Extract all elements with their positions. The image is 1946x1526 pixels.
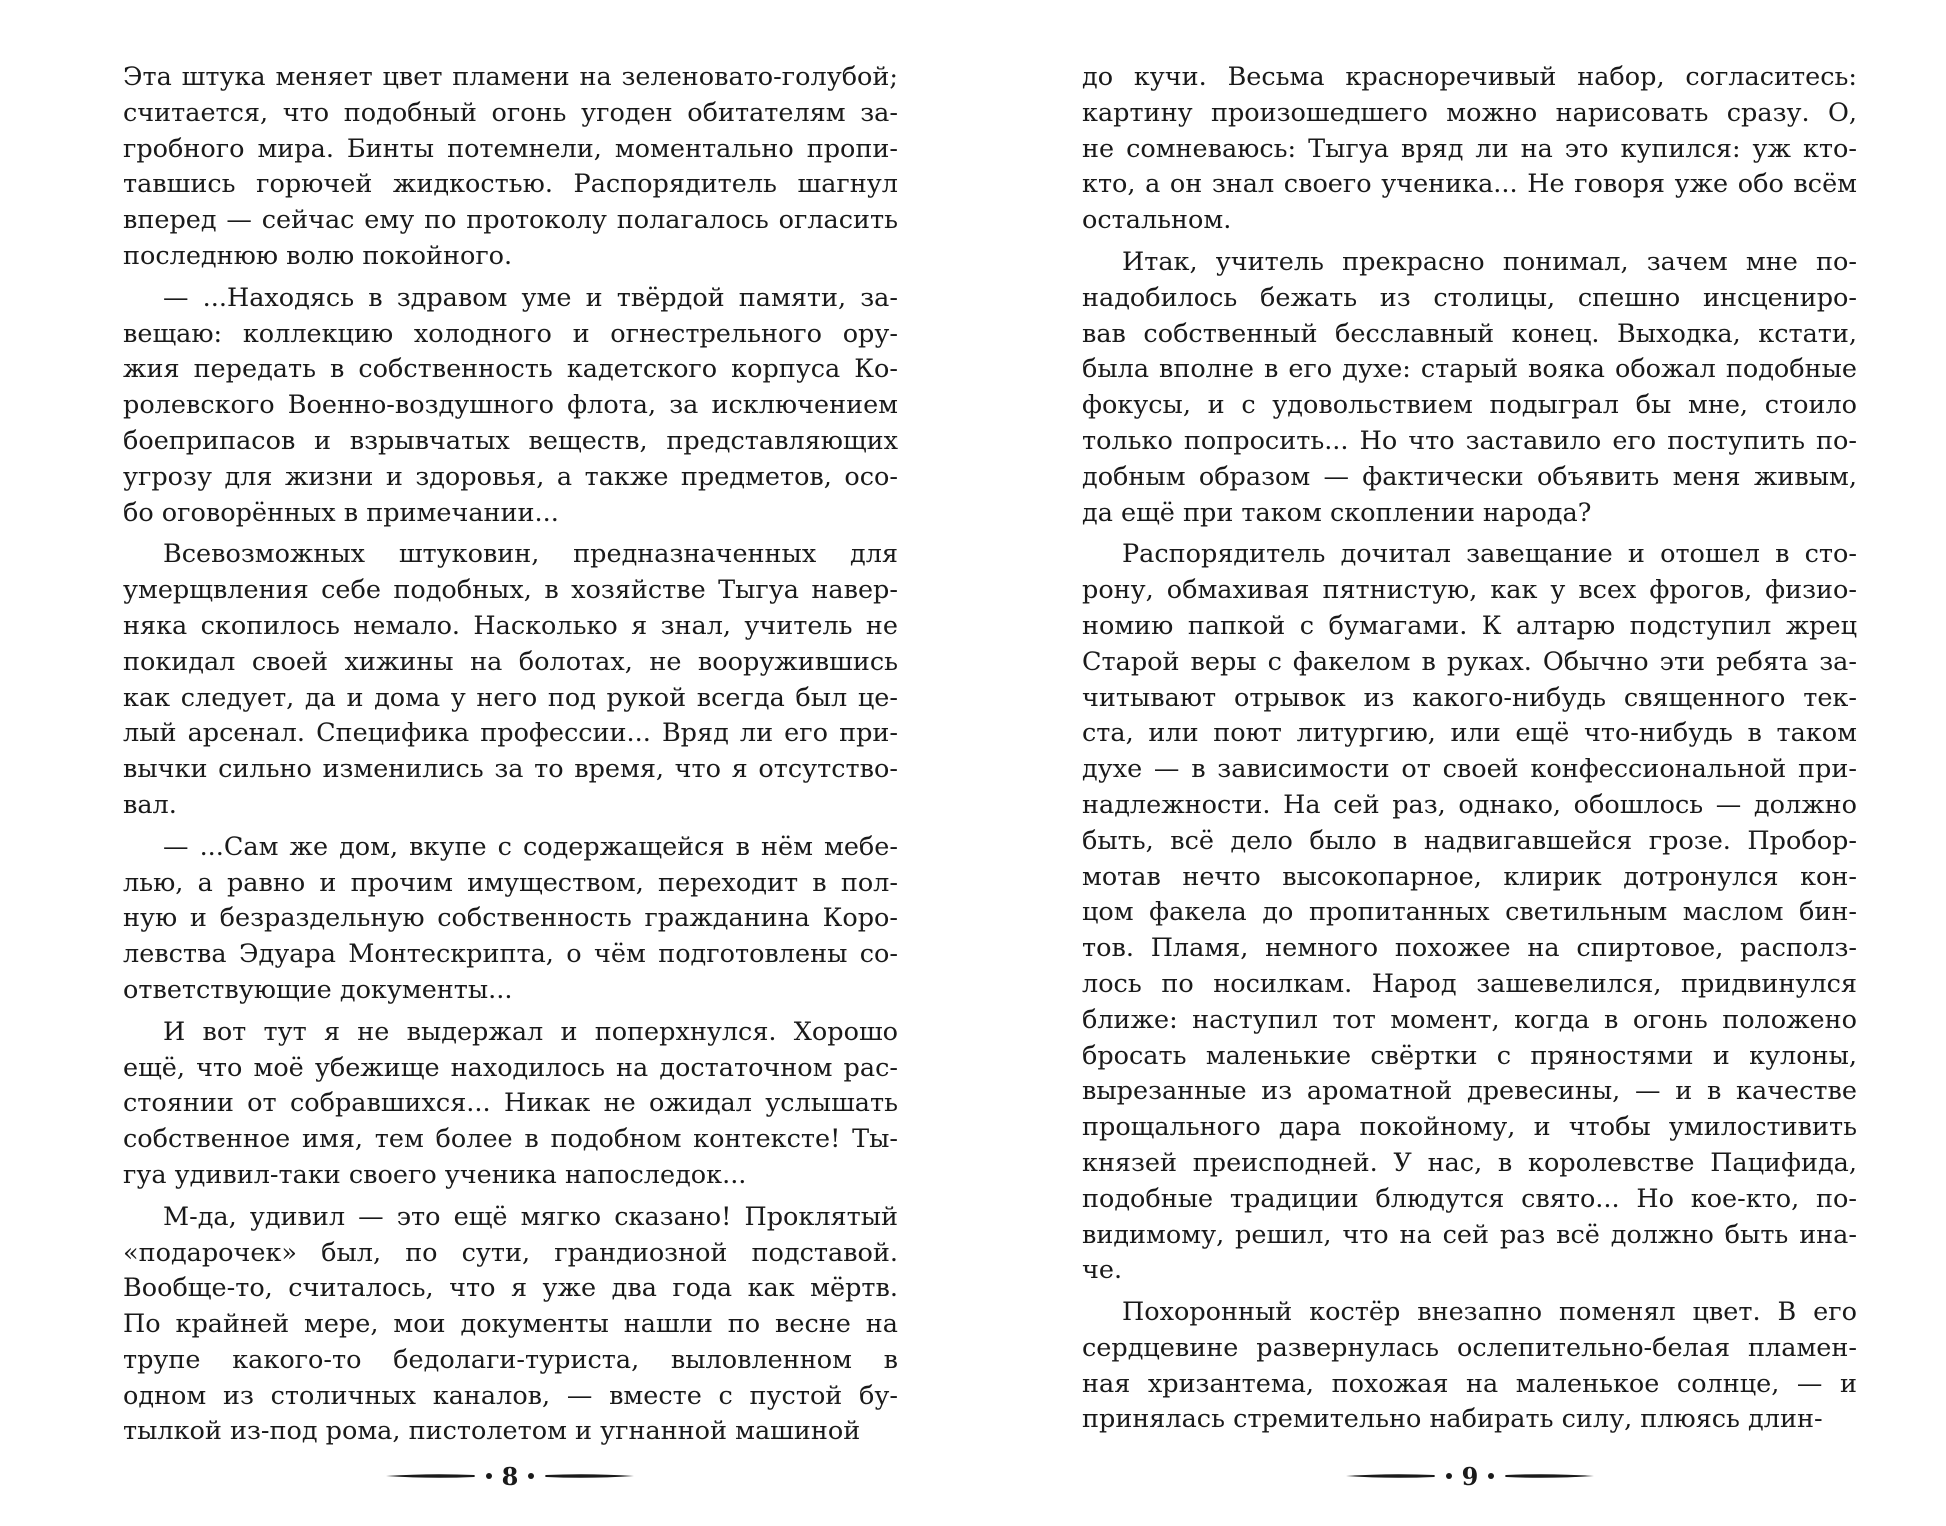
text-line: вав собственный бесславный конец. Выходка, кстати,	[1082, 318, 1857, 349]
text-line: М-да, удивил — это ещё мягко сказано! Проклятый	[163, 1201, 898, 1232]
text-line: умерщвления себе подобных, в хозяйстве Тыгуа навер-	[123, 575, 898, 606]
text-line: князей преисподней. У нас, в королевстве Пацифида,	[1082, 1147, 1857, 1178]
text-line: угрозу для жизни и здоровья, а также предметов, осо-	[123, 461, 898, 492]
text-line: И вот тут я не выдержал и поперхнулся. Хорошо	[163, 1016, 898, 1047]
text-line: ближе: наступил тот момент, когда в огонь положено	[1082, 1004, 1857, 1035]
text-line: трупе какого-то бедолаги-туриста, выловленном в	[123, 1344, 898, 1375]
right-page	[1082, 60, 1857, 1438]
text-line: надлежности. На сей раз, однако, обошлось — должно	[1082, 789, 1857, 820]
text-line: фокусы, и с удовольствием подыграл бы мне, стоило	[1082, 390, 1857, 421]
text-line: принялась стремительно набирать силу, плюясь длин-	[1082, 1404, 1823, 1435]
text-line: гуа удивил-таки своего ученика напоследок...	[123, 1159, 747, 1190]
text-line: тавшись горючей жидкостью. Распорядитель шагнул	[123, 169, 898, 200]
text-line: прощального дара покойному, и чтобы умилостивить	[1082, 1112, 1857, 1143]
ornament-left-icon	[1346, 1470, 1436, 1482]
ornament-right-icon	[1504, 1470, 1594, 1482]
text-line: лый арсенал. Специфика профессии... Вряд ли его при-	[123, 718, 898, 749]
text-line: да ещё при таком скоплении народа?	[1082, 497, 1592, 528]
text-line: гробного мира. Бинты потемнели, моментально пропи-	[123, 133, 898, 164]
text-line: как следует, да и дома у него под рукой всегда был це-	[123, 682, 898, 713]
text-line: По крайней мере, мои документы нашли по весне на	[123, 1309, 898, 1340]
text-line: цом факела до пропитанных светильным маслом бин-	[1082, 897, 1857, 928]
text-line: была вполне в его духе: старый вояка обожал подобные	[1082, 354, 1857, 385]
text-line: надобилось бежать из столицы, спешно инсцениро-	[1082, 282, 1857, 313]
text-line: вал.	[123, 789, 177, 820]
text-line: только попросить... Но что заставило его поступить по-	[1082, 425, 1857, 456]
text-line: кто, а он знал своего ученика... Не говоря уже обо всём	[1082, 169, 1857, 200]
text-line: жия передать в собственность кадетского корпуса Ко-	[123, 354, 898, 385]
text-line: Похоронный костёр внезапно поменял цвет. В его	[1122, 1297, 1857, 1328]
text-line: — ...Находясь в здравом уме и твёрдой памяти, за-	[163, 282, 898, 313]
text-line: Распорядитель дочитал завещание и отошел в сто-	[1122, 539, 1857, 570]
text-line: Старой веры с факелом в руках. Обычно эти ребята за-	[1082, 646, 1857, 677]
text-line: добным образом — фактически объявить меня живым,	[1082, 461, 1857, 492]
text-line: ещё, что моё убежище находилось на достаточном рас-	[123, 1052, 898, 1083]
dot-icon	[486, 1473, 492, 1479]
text-line: читывают отрывок из какого-нибудь священного тек-	[1082, 682, 1857, 713]
text-line: лью, а равно и прочим имуществом, переходит в пол-	[123, 867, 898, 898]
text-line: Итак, учитель прекрасно понимал, зачем мне по-	[1122, 246, 1857, 277]
text-line: Эта штука меняет цвет пламени на зеленовато-голубой;	[123, 62, 898, 92]
text-line: тылкой из-под рома, пистолетом и угнанной машиной	[123, 1416, 861, 1447]
page-number: 8	[501, 1461, 519, 1491]
text-line: вперед — сейчас ему по протоколу полагалось огласить	[123, 205, 898, 236]
text-line: одном из столичных каналов, — вместе с пустой бу-	[123, 1380, 898, 1411]
text-line: че.	[1082, 1255, 1123, 1286]
text-line: вырезанные из ароматной древесины, — и в качестве	[1082, 1076, 1857, 1107]
text-line: считается, что подобный огонь угоден обитателям за-	[123, 97, 898, 128]
page-number: 9	[1461, 1461, 1479, 1491]
text-line: Всевозможных штуковин, предназначенных для	[163, 539, 898, 570]
text-line: не сомневаюсь: Тыгуа вряд ли на это купился: уж кто-	[1082, 133, 1857, 164]
dot-icon	[528, 1473, 534, 1479]
page-number-left	[350, 1458, 670, 1494]
text-line: — ...Сам же дом, вкупе с содержащейся в нём мебе-	[163, 831, 898, 862]
text-line: до кучи. Весьма красноречивый набор, согласитесь:	[1082, 62, 1857, 92]
text-line: ответствующие документы...	[123, 974, 513, 1005]
text-line: последнюю волю покойного.	[123, 240, 513, 271]
text-line: стоянии от собравшихся... Никак не ожидал услышать	[123, 1088, 898, 1119]
text-line: бросать маленькие свёртки с пряностями и кулоны,	[1082, 1040, 1857, 1071]
text-line: остальном.	[1082, 205, 1232, 236]
text-line: ную и безраздельную собственность гражданина Коро-	[123, 903, 898, 934]
page-number-right	[1310, 1458, 1630, 1494]
text-line: собственное имя, тем более в подобном контексте! Ты-	[123, 1124, 898, 1155]
text-line: подобные традиции блюдутся свято... Но кое-кто, по-	[1082, 1183, 1857, 1214]
text-line: духе — в зависимости от своей конфессиональной при-	[1082, 754, 1857, 785]
text-line: рону, обмахивая пятнистую, как у всех фрогов, физио-	[1082, 575, 1857, 606]
text-line: няка скопилось немало. Насколько я знал, учитель не	[123, 610, 898, 641]
text-line: бо оговорённых в примечании...	[123, 497, 559, 528]
text-line: покидал своей хижины на болотах, не вооружившись	[123, 646, 898, 677]
text-line: вычки сильно изменились за то время, что я отсутство-	[123, 754, 898, 785]
ornament-left-icon	[386, 1470, 476, 1482]
text-line: видимому, решил, что на сей раз всё должно быть ина-	[1082, 1219, 1857, 1250]
left-page	[123, 60, 898, 1450]
text-line: левства Эдуара Монтескрипта, о чём подготовлены со-	[123, 939, 898, 970]
text-line: ролевского Военно-воздушного флота, за исключением	[123, 390, 898, 421]
text-line: ста, или поют литургию, или ещё что-нибудь в таком	[1082, 718, 1857, 749]
text-line: тов. Пламя, немного похожее на спиртовое, располз-	[1082, 933, 1857, 964]
text-line: «подарочек» был, по сути, грандиозной подставой.	[123, 1237, 898, 1268]
text-line: быть, всё дело было в надвигавшейся грозе. Пробор-	[1082, 825, 1857, 856]
text-line: ная хризантема, похожая на маленькое солнце, — и	[1082, 1368, 1857, 1399]
text-line: сердцевине развернулась ослепительно-белая пламен-	[1082, 1332, 1857, 1363]
text-line: Вообще-то, считалось, что я уже два года как мёртв.	[123, 1273, 898, 1304]
text-line: вещаю: коллекцию холодного и огнестрельного ору-	[123, 318, 898, 349]
dot-icon	[1446, 1473, 1452, 1479]
text-line: боеприпасов и взрывчатых веществ, представляющих	[123, 425, 898, 456]
text-line: картину произошедшего можно нарисовать сразу. О,	[1082, 97, 1857, 128]
text-line: номию папкой с бумагами. К алтарю подступил жрец	[1082, 610, 1857, 641]
text-line: лось по носилкам. Народ зашевелился, придвинулся	[1082, 968, 1857, 999]
ornament-right-icon	[544, 1470, 634, 1482]
dot-icon	[1488, 1473, 1494, 1479]
text-line: мотав нечто высокопарное, клирик дотронулся кон-	[1082, 861, 1857, 892]
